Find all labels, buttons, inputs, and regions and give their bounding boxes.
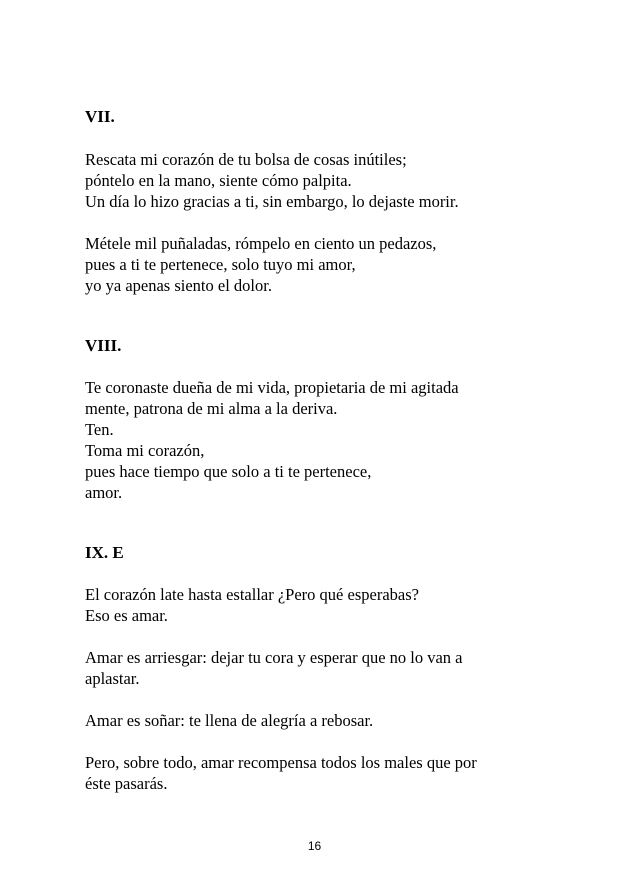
poem-line: Un día lo hizo gracias a ti, sin embargo, lo dejaste morir. [85, 192, 459, 211]
poem-line: amor. [85, 483, 123, 502]
poem-line: Amar es soñar: te llena de alegría a rebosar. [85, 711, 374, 730]
poem-line: Amar es arriesgar: dejar tu cora y esperar que no lo van a [85, 648, 463, 667]
poem-line: Métele mil puñaladas, rómpelo en ciento un pedazos, [85, 234, 437, 253]
poem-line: yo ya apenas siento el dolor. [85, 276, 272, 295]
page-number: 16 [307, 839, 322, 853]
section-heading-vii: VII. [85, 107, 115, 126]
poem-line: éste pasarás. [85, 774, 168, 793]
poem-line: Toma mi corazón, [85, 441, 205, 460]
poem-line: Rescata mi corazón de tu bolsa de cosas inútiles; [85, 150, 407, 169]
poem-line: pues hace tiempo que solo a ti te pertenece, [85, 462, 372, 481]
poem-line: Pero, sobre todo, amar recompensa todos los males que por [85, 753, 477, 772]
poem-line: aplastar. [85, 669, 140, 688]
poem-line: El corazón late hasta estallar ¿Pero qué esperabas? [85, 585, 419, 604]
poem-line: Ten. [85, 420, 114, 439]
poem-line: Te coronaste dueña de mi vida, propietaria de mi agitada [85, 378, 459, 397]
poem-line: pues a ti te pertenece, solo tuyo mi amor, [85, 255, 356, 274]
poem-line: Eso es amar. [85, 606, 168, 625]
section-heading-viii: VIII. [85, 336, 122, 355]
poem-line: mente, patrona de mi alma a la deriva. [85, 399, 338, 418]
section-heading-ix: IX. E [85, 543, 124, 562]
poem-line: póntelo en la mano, siente cómo palpita. [85, 171, 352, 190]
